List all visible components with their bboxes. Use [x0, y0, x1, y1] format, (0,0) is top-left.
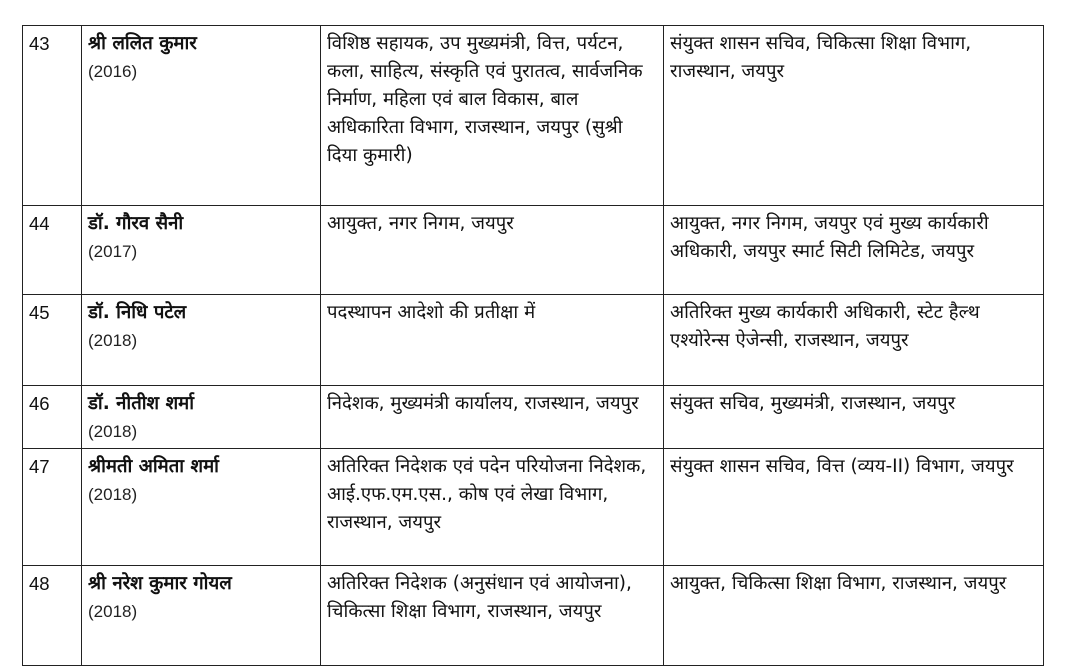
officer-name: डॉ. गौरव सैनी: [88, 213, 184, 234]
current-post: पदस्थापन आदेशो की प्रतीक्षा में: [321, 295, 664, 386]
officer-cell: [82, 449, 321, 566]
table-row: [23, 566, 1044, 666]
serial-number: 48: [23, 566, 82, 666]
current-post: आयुक्त, नगर निगम, जयपुर: [321, 206, 664, 295]
table-row: [23, 295, 1044, 386]
serial-number: 46: [23, 386, 82, 449]
officer-name: डॉ. नीतीश शर्मा: [88, 393, 195, 414]
new-post: संयुक्त शासन सचिव, वित्त (व्यय-II) विभाग, जयपुर: [664, 449, 1044, 566]
current-post: अतिरिक्त निदेशक एवं पदेन परियोजना निदेशक, आई.एफ.एम.एस., कोष एवं लेखा विभाग, राजस्थान, जयपुर: [321, 449, 664, 566]
serial-number: 47: [23, 449, 82, 566]
table-row: [23, 449, 1044, 566]
officer-cell: [82, 566, 321, 666]
batch-year: (2018): [88, 422, 138, 441]
officer-cell: [82, 386, 321, 449]
officer-name: श्री ललित कुमार: [88, 33, 197, 54]
current-post: विशिष्ठ सहायक, उप मुख्यमंत्री, वित्त, पर्यटन, कला, साहित्य, संस्कृति एवं पुरातत्व, सार्वजनिक निर्माण, महिला एवं बाल विकास, बाल अधिकारिता विभाग, राजस्थान, जयपुर (सुश्री दिया कुमारी): [321, 26, 664, 206]
officer-name: श्रीमती अमिता शर्मा: [88, 456, 219, 477]
new-post: आयुक्त, नगर निगम, जयपुर एवं मुख्य कार्यकारी अधिकारी, जयपुर स्मार्ट सिटी लिमिटेड, जयपुर: [664, 206, 1044, 295]
officer-cell: [82, 206, 321, 295]
serial-number: 44: [23, 206, 82, 295]
serial-number: 43: [23, 26, 82, 206]
current-post: अतिरिक्त निदेशक (अनुसंधान एवं आयोजना), चिकित्सा शिक्षा विभाग, राजस्थान, जयपुर: [321, 566, 664, 666]
officer-transfer-table: [22, 25, 1044, 666]
batch-year: (2016): [88, 62, 138, 81]
new-post: आयुक्त, चिकित्सा शिक्षा विभाग, राजस्थान, जयपुर: [664, 566, 1044, 666]
officer-cell: [82, 26, 321, 206]
serial-number: 45: [23, 295, 82, 386]
officer-name: डॉ. निधि पटेल: [88, 302, 187, 323]
transfer-order-document: [22, 25, 1044, 666]
new-post: संयुक्त सचिव, मुख्यमंत्री, राजस्थान, जयपुर: [664, 386, 1044, 449]
officer-cell: [82, 295, 321, 386]
new-post: अतिरिक्त मुख्य कार्यकारी अधिकारी, स्टेट हैल्थ एश्योरेन्स ऐजेन्सी, राजस्थान, जयपुर: [664, 295, 1044, 386]
batch-year: (2017): [88, 242, 138, 261]
table-row: [23, 206, 1044, 295]
new-post: संयुक्त शासन सचिव, चिकित्सा शिक्षा विभाग, राजस्थान, जयपुर: [664, 26, 1044, 206]
table-row: [23, 26, 1044, 206]
table-row: [23, 386, 1044, 449]
current-post: निदेशक, मुख्यमंत्री कार्यालय, राजस्थान, जयपुर: [321, 386, 664, 449]
officer-name: श्री नरेश कुमार गोयल: [88, 573, 232, 594]
batch-year: (2018): [88, 602, 138, 621]
batch-year: (2018): [88, 331, 138, 350]
batch-year: (2018): [88, 485, 138, 504]
